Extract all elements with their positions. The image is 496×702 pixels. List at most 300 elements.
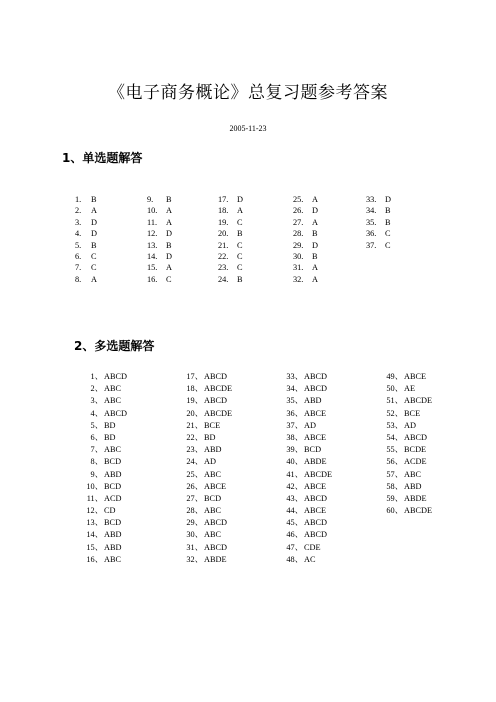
question-number: 27、: [186, 493, 203, 503]
answer-letter: A: [91, 206, 97, 216]
answer-letter: B: [237, 274, 243, 284]
question-number: 10.: [147, 206, 158, 216]
answer-letter: D: [91, 217, 97, 227]
answer-letters: ABCDE: [404, 506, 433, 516]
question-number: 12.: [147, 229, 158, 239]
answer-row: [280, 383, 380, 395]
answer-letters: ABCD: [304, 493, 328, 503]
answer-row: [180, 371, 280, 383]
question-number: 36、: [286, 408, 303, 418]
question-number: 43、: [286, 493, 303, 503]
question-number: 36.: [366, 229, 377, 239]
answer-row: [280, 371, 380, 383]
answer-letters: ABD: [104, 530, 122, 540]
answer-letters: ABCD: [104, 372, 128, 381]
answer-letters: AC: [304, 554, 316, 564]
question-number: 29.: [293, 240, 304, 250]
answer-letter: D: [312, 206, 318, 216]
question-number: 32、: [186, 554, 203, 564]
answer-letters: ABCD: [304, 372, 328, 381]
question-number: 29、: [186, 518, 203, 528]
answer-letters: ABCD: [204, 396, 228, 406]
answer-letters: ABC: [204, 530, 222, 540]
question-number: 6.: [75, 251, 82, 261]
question-number: 25、: [186, 469, 203, 479]
answer-letters: ABD: [204, 445, 222, 455]
question-number: 57、: [386, 469, 403, 479]
answer-row: [80, 444, 180, 456]
answer-letters: ACD: [104, 493, 122, 503]
answer-letter: A: [312, 217, 318, 227]
answer-row: [80, 395, 180, 407]
question-number: 52、: [386, 408, 403, 418]
question-number: 11、: [86, 493, 103, 503]
answer-letter: B: [385, 217, 391, 227]
question-number: 32.: [293, 274, 304, 284]
answer-letters: ABC: [104, 384, 122, 394]
answer-row: [75, 240, 150, 251]
question-number: 20、: [186, 408, 203, 418]
section-heading-single-choice: 1、单选题解答: [62, 151, 143, 165]
answer-letter: B: [166, 240, 172, 250]
answer-letters: ABD: [104, 542, 122, 552]
answer-letter: A: [312, 195, 318, 204]
answer-row: [293, 194, 368, 205]
answer-letters: ABC: [104, 445, 122, 455]
question-number: 53、: [386, 420, 403, 430]
answer-row: [180, 493, 280, 505]
answer-row: [180, 408, 280, 420]
question-number: 3、: [90, 396, 103, 406]
answer-row: [280, 432, 380, 444]
answer-row: [180, 554, 280, 566]
answer-row: [75, 262, 150, 273]
answer-row: [80, 542, 180, 554]
answer-letter: C: [237, 251, 243, 261]
answer-row: [180, 505, 280, 517]
answer-row: [218, 228, 293, 239]
answer-letters: AD: [304, 420, 316, 430]
question-number: 6、: [90, 432, 103, 442]
answer-letter: C: [385, 229, 391, 239]
question-number: 40、: [286, 457, 303, 467]
answer-letter: C: [91, 263, 97, 273]
answer-row: [380, 469, 480, 481]
question-number: 30.: [293, 251, 304, 261]
answer-row: [75, 251, 150, 262]
answer-letter: C: [385, 240, 391, 250]
question-number: 28、: [186, 506, 203, 516]
answer-column: [75, 194, 150, 285]
answer-letter: B: [166, 195, 172, 204]
question-number: 35.: [366, 217, 377, 227]
answer-row: [280, 408, 380, 420]
question-number: 23、: [186, 445, 203, 455]
answer-row: [380, 371, 480, 383]
answer-letters: AE: [404, 384, 416, 394]
question-number: 60、: [386, 506, 403, 516]
answer-letters: ABC: [104, 396, 122, 406]
question-number: 22、: [186, 432, 203, 442]
answer-row: [147, 194, 222, 205]
question-number: 14.: [147, 251, 158, 261]
answer-row: [366, 205, 441, 216]
answer-column: [280, 371, 380, 566]
question-number: 48、: [286, 554, 303, 564]
answer-letter: B: [91, 240, 97, 250]
answer-letters: ABDE: [204, 554, 227, 564]
question-number: 9、: [90, 469, 103, 479]
answer-column: [180, 371, 280, 566]
answer-letters: ABCE: [304, 481, 327, 491]
answer-column: [366, 194, 441, 251]
answer-row: [380, 420, 480, 432]
question-number: 59、: [386, 493, 403, 503]
answer-letters: ACDE: [404, 457, 427, 467]
answer-row: [180, 395, 280, 407]
answer-letters: ABCD: [304, 384, 328, 394]
question-number: 10、: [86, 481, 103, 491]
question-number: 26、: [186, 481, 203, 491]
answer-row: [366, 240, 441, 251]
answer-letters: BCD: [104, 481, 122, 491]
answer-row: [280, 456, 380, 468]
question-number: 9.: [147, 195, 154, 204]
answer-row: [147, 205, 222, 216]
answer-row: [80, 456, 180, 468]
answer-row: [218, 251, 293, 262]
answer-letters: BD: [204, 432, 216, 442]
question-number: 13.: [147, 240, 158, 250]
answer-row: [147, 262, 222, 273]
answer-letter: C: [237, 240, 243, 250]
answer-row: [280, 395, 380, 407]
answer-column: [380, 371, 480, 517]
question-number: 22.: [218, 251, 229, 261]
answer-row: [280, 517, 380, 529]
question-number: 45、: [286, 518, 303, 528]
answer-row: [218, 262, 293, 273]
answer-row: [180, 420, 280, 432]
question-number: 7.: [75, 263, 82, 273]
answer-row: [380, 408, 480, 420]
question-number: 34、: [286, 384, 303, 394]
answer-letters: ABCD: [304, 518, 328, 528]
question-number: 37.: [366, 240, 377, 250]
answer-letters: ABC: [204, 469, 222, 479]
answer-row: [280, 505, 380, 517]
answer-row: [180, 481, 280, 493]
question-number: 23.: [218, 263, 229, 273]
question-number: 30、: [186, 530, 203, 540]
answer-letter: D: [312, 240, 318, 250]
answer-letter: D: [385, 195, 391, 204]
answer-row: [147, 228, 222, 239]
answer-letters: AD: [204, 457, 216, 467]
answer-row: [366, 194, 441, 205]
answer-letters: ABCD: [404, 432, 428, 442]
answer-letters: BCE: [204, 420, 221, 430]
question-number: 8、: [90, 457, 103, 467]
answer-row: [293, 205, 368, 216]
answer-letters: BD: [104, 420, 116, 430]
answer-row: [366, 228, 441, 239]
question-number: 5、: [90, 420, 103, 430]
answer-letter: A: [312, 263, 318, 273]
question-number: 21.: [218, 240, 229, 250]
question-number: 24.: [218, 274, 229, 284]
answer-row: [366, 217, 441, 228]
answer-letter: A: [166, 263, 172, 273]
answer-letters: BCDE: [404, 445, 427, 455]
answer-row: [80, 371, 180, 383]
answer-row: [80, 481, 180, 493]
answer-letter: C: [237, 263, 243, 273]
question-number: 56、: [386, 457, 403, 467]
answer-row: [280, 529, 380, 541]
answer-letters: ABCDE: [304, 469, 333, 479]
answer-letters: ABCDE: [404, 396, 433, 406]
answer-row: [380, 481, 480, 493]
answer-letter: C: [237, 217, 243, 227]
answer-row: [280, 469, 380, 481]
answer-letter: B: [312, 251, 318, 261]
document-date: 2005-11-23: [229, 124, 267, 133]
question-number: 17、: [186, 372, 203, 381]
question-number: 35、: [286, 396, 303, 406]
question-number: 1、: [90, 372, 103, 381]
answer-row: [280, 444, 380, 456]
answer-column: [147, 194, 222, 285]
answer-letters: ABC: [404, 469, 422, 479]
question-number: 11.: [147, 217, 158, 227]
answer-row: [75, 228, 150, 239]
answer-row: [218, 217, 293, 228]
answer-row: [380, 432, 480, 444]
answer-letters: BCD: [104, 518, 122, 528]
answer-row: [75, 205, 150, 216]
question-number: 54、: [386, 432, 403, 442]
page-title: 《电子商务概论》总复习题参考答案: [108, 83, 388, 103]
answer-letter: B: [91, 195, 97, 204]
answer-row: [293, 240, 368, 251]
answer-row: [280, 420, 380, 432]
answer-letters: ABDE: [404, 493, 427, 503]
answer-row: [293, 262, 368, 273]
question-number: 26.: [293, 206, 304, 216]
answer-letters: ABCE: [304, 506, 327, 516]
answer-row: [293, 274, 368, 285]
question-number: 39、: [286, 445, 303, 455]
answer-row: [180, 383, 280, 395]
question-number: 16.: [147, 274, 158, 284]
answer-letters: ABCE: [304, 432, 327, 442]
answer-row: [80, 383, 180, 395]
question-number: 19.: [218, 217, 229, 227]
question-number: 8.: [75, 274, 82, 284]
answer-column: [80, 371, 180, 566]
question-number: 24、: [186, 457, 203, 467]
answer-letters: ABCE: [204, 481, 227, 491]
question-number: 28.: [293, 229, 304, 239]
answer-row: [75, 274, 150, 285]
answer-row: [293, 217, 368, 228]
answer-letter: A: [91, 274, 97, 284]
answer-row: [80, 469, 180, 481]
question-number: 13、: [86, 518, 103, 528]
answer-row: [280, 493, 380, 505]
answer-row: [147, 217, 222, 228]
answer-row: [80, 432, 180, 444]
question-number: 15、: [86, 542, 103, 552]
question-number: 20.: [218, 229, 229, 239]
answer-letter: D: [91, 229, 97, 239]
question-number: 33、: [286, 372, 303, 381]
answer-letter: D: [237, 195, 243, 204]
answer-letters: ABCD: [204, 518, 228, 528]
answer-row: [80, 529, 180, 541]
answer-letters: ABCD: [204, 542, 228, 552]
answer-row: [80, 505, 180, 517]
question-number: 15.: [147, 263, 158, 273]
answer-row: [293, 228, 368, 239]
question-number: 46、: [286, 530, 303, 540]
answer-letters: ABDE: [304, 457, 327, 467]
answer-row: [147, 274, 222, 285]
answer-row: [180, 469, 280, 481]
answer-column: [218, 194, 293, 285]
question-number: 14、: [86, 530, 103, 540]
answer-row: [280, 542, 380, 554]
answer-letters: ABCD: [304, 530, 328, 540]
question-number: 7、: [90, 445, 103, 455]
question-number: 4.: [75, 229, 82, 239]
answer-row: [218, 205, 293, 216]
question-number: 12、: [86, 506, 103, 516]
answer-letters: AD: [404, 420, 416, 430]
question-number: 44、: [286, 506, 303, 516]
answer-row: [380, 395, 480, 407]
answer-letters: ABCE: [304, 408, 327, 418]
answer-row: [280, 481, 380, 493]
question-number: 38、: [286, 432, 303, 442]
answer-row: [147, 240, 222, 251]
question-number: 27.: [293, 217, 304, 227]
question-number: 49、: [386, 372, 403, 381]
answer-letter: B: [385, 206, 391, 216]
answer-row: [218, 274, 293, 285]
answer-letters: BCD: [104, 457, 122, 467]
question-number: 18、: [186, 384, 203, 394]
question-number: 51、: [386, 396, 403, 406]
question-number: 5.: [75, 240, 82, 250]
question-number: 3.: [75, 217, 82, 227]
answer-letter: A: [237, 206, 243, 216]
answer-row: [75, 217, 150, 228]
answer-letters: ABD: [104, 469, 122, 479]
answer-row: [80, 408, 180, 420]
answer-letter: B: [312, 229, 318, 239]
answer-row: [80, 493, 180, 505]
answer-letters: ABCE: [404, 372, 427, 381]
question-number: 2、: [90, 384, 103, 394]
question-number: 55、: [386, 445, 403, 455]
answer-row: [180, 456, 280, 468]
answer-letters: ABD: [304, 396, 322, 406]
answer-row: [380, 383, 480, 395]
answer-letter: C: [91, 251, 97, 261]
answer-row: [380, 505, 480, 517]
question-number: 31、: [186, 542, 203, 552]
question-number: 58、: [386, 481, 403, 491]
question-number: 21、: [186, 420, 203, 430]
answer-row: [380, 456, 480, 468]
answer-row: [80, 420, 180, 432]
question-number: 34.: [366, 206, 377, 216]
answer-row: [180, 529, 280, 541]
answer-row: [380, 493, 480, 505]
question-number: 16、: [86, 554, 103, 564]
answer-letters: BCE: [404, 408, 421, 418]
answer-row: [80, 554, 180, 566]
answer-letters: ABCD: [204, 372, 228, 381]
answer-row: [180, 432, 280, 444]
answer-letter: A: [312, 274, 318, 284]
answer-letters: ABC: [204, 506, 222, 516]
question-number: 4、: [90, 408, 103, 418]
answer-letters: ABC: [104, 554, 122, 564]
answer-column: [293, 194, 368, 285]
answer-letter: D: [166, 251, 172, 261]
answer-letter: D: [166, 229, 172, 239]
answer-row: [180, 542, 280, 554]
question-number: 47、: [286, 542, 303, 552]
answer-letters: CDE: [304, 542, 321, 552]
answer-letters: ABCDE: [204, 408, 233, 418]
question-number: 33.: [366, 195, 377, 204]
answer-letters: ABD: [404, 481, 422, 491]
question-number: 17.: [218, 195, 229, 204]
question-number: 19、: [186, 396, 203, 406]
answer-letters: ABCD: [104, 408, 128, 418]
answer-letters: CD: [104, 506, 116, 516]
answer-letters: ABCDE: [204, 384, 233, 394]
answer-row: [80, 517, 180, 529]
answer-row: [293, 251, 368, 262]
question-number: 1.: [75, 195, 82, 204]
answer-row: [218, 240, 293, 251]
section-heading-multiple-choice: 2、多选题解答: [74, 339, 155, 353]
answer-row: [180, 517, 280, 529]
answer-letter: A: [166, 217, 172, 227]
answer-row: [280, 554, 380, 566]
question-number: 25.: [293, 195, 304, 204]
question-number: 37、: [286, 420, 303, 430]
answer-letter: B: [237, 229, 243, 239]
question-number: 18.: [218, 206, 229, 216]
answer-row: [75, 194, 150, 205]
answer-row: [380, 444, 480, 456]
answer-row: [147, 251, 222, 262]
answer-letter: C: [166, 274, 172, 284]
question-number: 2.: [75, 206, 82, 216]
question-number: 41、: [286, 469, 303, 479]
question-number: 50、: [386, 384, 403, 394]
answer-letters: BCD: [204, 493, 222, 503]
answer-row: [180, 444, 280, 456]
answer-letter: A: [166, 206, 172, 216]
question-number: 42、: [286, 481, 303, 491]
